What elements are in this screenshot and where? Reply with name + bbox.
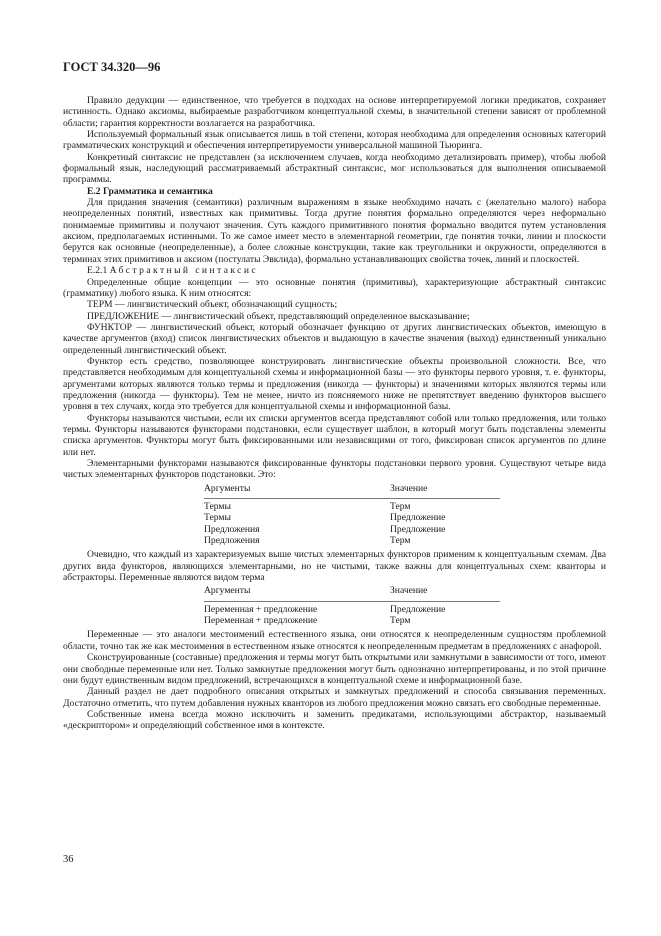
definition-term: ТЕРМ — лингвистический объект, обозначающий сущность; (87, 299, 338, 311)
table-row (204, 601, 500, 615)
definition-sentence: ПРЕДЛОЖЕНИЕ — лингвистический объект, представляющий определенное высказывание; (87, 310, 470, 322)
paragraph: Определенные общие концепции — это основные понятия (примитивы), характеризующие абстрактный синтаксис (грамматику) любого языка. К ним относятся: (63, 276, 606, 299)
page-number: 36 (63, 854, 74, 865)
paragraph: Функторы называются чистыми, если их списки аргументов всегда представляют собой или только предложения, или только термы. Функторы называются функторами подстановки, если существует шаблон, в который могут быть подставлены элементы списка аргументов. Функторы могут быть фиксированными или независящими от того, фиксирован список аргументов по длине или нет. (63, 412, 606, 458)
table-cell: Переменная + предложение (204, 603, 318, 615)
paragraph: Элементарными функторами называются фиксированные функторы подстановки первого уровня. Существуют четыре вида чистых элементарных функторов подстановки. Это: (63, 458, 606, 481)
subsection-title: Абстрактный синтаксис (109, 265, 259, 277)
table-cell: Терм (390, 535, 411, 547)
table-cell: Предложение (390, 603, 446, 615)
column-header: Аргументы (204, 585, 390, 601)
table-row (204, 512, 500, 523)
definition-functor: ФУНКТОР — лингвистический объект, который обозначает функцию от других лингвистических объектов, имеющую в качестве аргументов (вход) список лингвистических объектов и выдающую в качестве значения (выход) единственный уникально определенный лингвистический объект. (63, 321, 606, 356)
column-header: Значение (390, 483, 500, 499)
paragraph: Правило дедукции — единственное, что требуется в подходах на основе интерпретируемой логики предикатов, сохраняет истинность. Однако аксиомы, выбираемые разработчиком концептуальной схемы, в значительной степени зависят от проблемной области; гарантия корректности возлагается на разработчика. (63, 95, 606, 129)
table-cell: Предложение (390, 512, 446, 524)
table-cell: Терм (390, 615, 411, 627)
column-header: Значение (390, 585, 500, 601)
table-cell: Предложения (204, 523, 260, 535)
paragraph: Для придания значения (семантики) различным выражениям в языке необходимо начать с (желательно малого) набора неопределенных понятий, известных как примитивы. Тогда другие понятия формально определяются через неформально понимаемые примитивы и получают значения. Суть каждого примитивного понятия формально вводится путем установления аксиом, предполагаемых истинными. То же самое имеет место в элементарной геометрии, где понятия точки, линии и плоскости берутся как основные (неопределенные), а более сложные конструкции, такие как треугольники и окружности, определяются в терминах этих примитивов и аксиом (постулаты Эвклида), формально устанавливающих свойства точек, линий и плоскостей. (63, 197, 606, 265)
paragraph: Конкретный синтаксис не представлен (за исключением случаев, когда необходимо детализировать пример), чтобы любой формальный язык, наследующий рассматриваемый абстрактный синтаксис, мог использоваться для выполнения описываемой программы. (63, 151, 606, 186)
table-cell: Терм (390, 501, 411, 513)
subsection-heading-e21 (63, 265, 606, 276)
paragraph: Очевидно, что каждый из характеризуемых выше чистых элементарных функторов применим к концептуальным схемам. Два других вида функторов, являющихся элементарными, но не чистыми, также важны для концептуальных схем: кванторы и абстракторы. Переменные являются видом терма (63, 549, 606, 584)
table-row (204, 524, 500, 535)
column-header: Аргументы (204, 483, 390, 499)
table-cell: Переменная + предложение (204, 615, 318, 627)
paragraph: Собственные имена всегда можно исключить и заменить предикатами, использующими абстрактор, называемый «дескриптором» и определяющий собственное имя в контексте. (63, 708, 606, 732)
section-heading-e2: Е.2 Грамматика и семантика (87, 185, 213, 197)
paragraph: Используемый формальный язык описывается лишь в той степени, которая необходима для определения основных категорий грамматических конструкций и обеспечения интерпретируемости универсальной машиной Тьюринга. (63, 129, 606, 152)
table-header-row (204, 585, 500, 601)
document-body (63, 95, 606, 732)
table-row (204, 499, 500, 513)
table-header-row (204, 483, 500, 499)
page-header: ГОСТ 34.320—96 (63, 60, 161, 74)
paragraph: Данный раздел не дает подробного описания открытых и замкнутых предложений и способа связывания переменных. Достаточно отметить, что путем добавления нужных кванторов из любого предложения можно связать его свободные переменные. (63, 686, 606, 709)
variable-functors-table (204, 585, 500, 626)
table-cell: Предложения (204, 535, 260, 547)
subsection-number: Е.2.1 (87, 265, 108, 277)
paragraph: Сконструированные (составные) предложения и термы могут быть открытыми или замкнутыми в зависимости от того, имеют они свободные переменные или нет. Только замкнутые предложения могут быть однозначно интерпретированы, и по этой причине они будут единственным видом предложений, встречающихся в концептуальной схеме и информационной базе. (63, 652, 606, 686)
functor-types-table (204, 483, 500, 547)
paragraph: Переменные — это аналоги местоимений естественного языка, они относятся к неопределенным сущностям проблемной области, точно так же как местоимения в естественном языке относятся к неопределенным предметам в предложениях с анафорой. (63, 629, 606, 652)
table-row (204, 615, 500, 626)
table-cell: Предложение (390, 523, 446, 535)
table-row (204, 535, 500, 546)
paragraph: Функтор есть средство, позволяющее конструировать лингвистические объекты произвольной сложности. Все, что представляется необходимым для концептуальной схемы и информационной базы — это функторы первого уровня, т. е. функторы, аргументами которых являются только термы и предложения (никогда — функторы) и значениями которых являются термы или предложения (никогда — функторы). Тем не менее, ничто из поясняемого ниже не препятствует введению функторов высшего уровня в тех случаях, когда это требуется для концептуальной схемы и информационной базы. (63, 355, 606, 413)
table-cell: Термы (204, 512, 231, 524)
table-cell: Термы (204, 501, 231, 513)
